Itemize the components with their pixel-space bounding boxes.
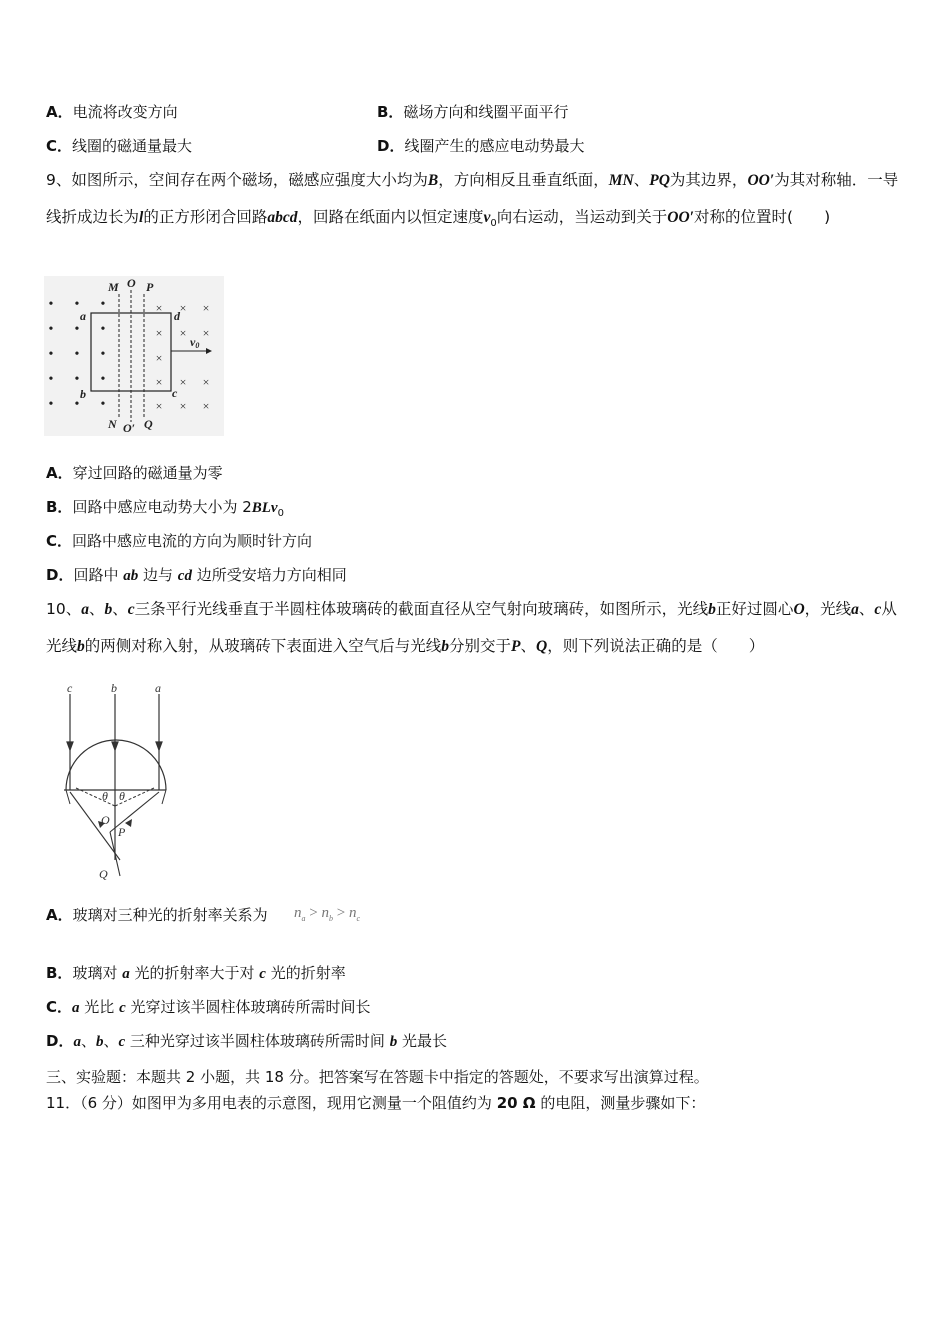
refracted-arrow-right [125,819,132,827]
q8-option-b: B．磁场方向和线圈平面平行 [377,103,569,121]
svg-text:×: × [179,375,187,389]
fig-label-q: Q [99,867,108,880]
svg-text:×: × [155,326,163,340]
label-p: P [146,280,154,294]
q11-stem: 11．（6 分）如图甲为多用电表的示意图，现用它测量一个阻值约为 20 Ω 的电阻，测量步骤如下： [46,1094,706,1112]
q10-option-a: A．玻璃对三种光的折射率关系为 [46,906,268,924]
svg-text:×: × [179,399,187,413]
fig-label-b: b [111,681,117,695]
section-3-heading: 三、实验题：本题共 2 小题，共 18 分。把答案写在答题卡中指定的答题处，不要求写出演算过程。 [46,1068,709,1086]
svg-text:•: • [48,372,54,387]
normal-left [76,788,115,806]
q10-option-c: C．a 光比 c 光穿过该半圆柱体玻璃砖所需时间长 [46,998,371,1016]
q9-magnetic-field-figure [44,276,224,436]
svg-text:•: • [74,297,80,312]
svg-text:×: × [155,351,163,365]
label-b: b [80,387,86,401]
svg-text:×: × [155,301,163,315]
q8-option-d: D．线圈产生的感应电动势最大 [377,137,585,155]
svg-text:•: • [100,297,106,312]
fig-label-o: O [101,813,110,827]
svg-text:•: • [48,347,54,362]
q10-glass-semicylinder-figure [54,680,184,880]
label-m: M [108,280,119,294]
fig-label-p: P [118,825,126,839]
ray-c-arrow [67,742,73,750]
q8-option-c: C．线圈的磁通量最大 [46,137,193,155]
q9-option-d: D．回路中 ab 边与 cd 边所受安培力方向相同 [46,566,347,584]
q9-option-c: C．回路中感应电流的方向为顺时针方向 [46,532,313,550]
q9-option-b: B．回路中感应电动势大小为 2BLv$_0$ [46,498,284,519]
svg-text:•: • [100,322,106,337]
q10-option-d: D．a、b、c 三种光穿过该半圆柱体玻璃砖所需时间 b 光最长 [46,1032,447,1050]
svg-text:•: • [74,397,80,412]
q8-option-a: A．电流将改变方向 [46,103,178,121]
svg-text:•: • [74,347,80,362]
label-n: N [108,417,117,431]
figure-background [44,276,224,436]
svg-text:•: • [74,372,80,387]
svg-text:×: × [179,301,187,315]
svg-text:×: × [155,375,163,389]
svg-text:×: × [202,375,210,389]
svg-text:×: × [179,326,187,340]
label-c: c [172,386,178,400]
svg-text:×: × [202,399,210,413]
svg-text:•: • [100,347,106,362]
svg-text:•: • [100,397,106,412]
label-o: O [127,276,136,290]
svg-text:•: • [48,397,54,412]
q10-refractive-index-relation: $n_a > n_b > n_c$ [294,905,360,923]
fig-label-theta-right: θ [119,789,125,803]
label-a: a [80,309,86,323]
q10-stem: 10、a、b、c三条平行光线垂直于半圆柱体玻璃砖的截面直径从空气射向玻璃砖，如图所示，光线b正好过圆心O，光线a、c从光线b的两侧对称入射，从玻璃砖下表面进入空气后与光线b分别交于P、Q，则下列说法正确的是（ ） [46,600,897,655]
svg-text:×: × [155,399,163,413]
refracted-ray-c [70,792,120,860]
ray-b-arrow [112,742,118,750]
label-d: d [174,309,180,323]
fig-label-theta-left: θ [102,789,108,803]
label-q: Q [144,417,153,431]
ray-a-arrow [156,742,162,750]
q9-stem: 9、如图所示，空间存在两个磁场，磁感应强度大小均为B，方向相反且垂直纸面，MN、PQ为其边界，OO′为其对称轴．一导线折成边长为l的正方形闭合回路abcd，回路在纸面内以恒定速度$v_0$向右运动，当运动到关于OO′对称的位置时( ) [46,171,899,230]
svg-text:•: • [48,297,54,312]
fig-label-a: a [155,681,161,695]
svg-text:×: × [202,301,210,315]
svg-text:•: • [100,372,106,387]
glass-right-edge [162,790,166,804]
fig-label-c: c [67,681,73,695]
svg-text:•: • [74,322,80,337]
svg-text:×: × [202,326,210,340]
q10-option-b: B．玻璃对 a 光的折射率大于对 c 光的折射率 [46,964,346,982]
svg-text:•: • [48,322,54,337]
glass-left-edge [66,790,70,804]
label-v0: v0 [190,335,200,350]
label-o-prime: O′ [123,421,136,435]
q9-option-a: A．穿过回路的磁通量为零 [46,464,223,482]
